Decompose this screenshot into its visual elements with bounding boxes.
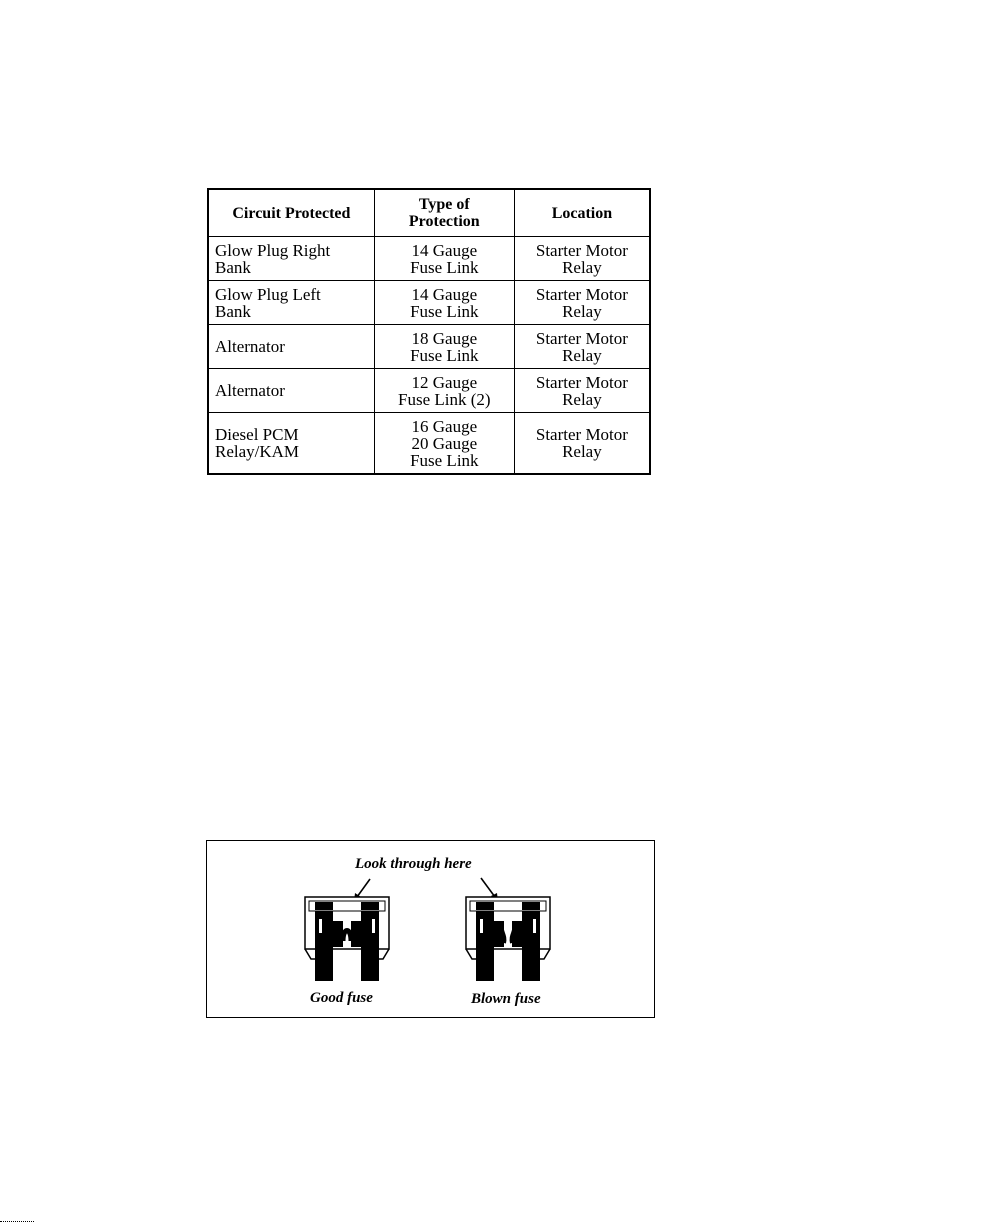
- cell-circuit: Alternator: [208, 369, 374, 413]
- fuse-illustration: [206, 840, 655, 1018]
- cell-circuit: Glow Plug Left Bank: [208, 281, 374, 325]
- cell-circuit: Alternator: [208, 325, 374, 369]
- table-row: [208, 237, 650, 281]
- look-through-here-label: Look through here: [355, 856, 472, 872]
- fuse-link-table: [207, 188, 651, 475]
- header-circuit-protected: Circuit Protected: [208, 189, 374, 237]
- blown-fuse-icon: [466, 897, 550, 981]
- cell-type: 14 Gauge Fuse Link: [374, 281, 514, 325]
- table-row: [208, 281, 650, 325]
- cell-location: Starter Motor Relay: [514, 413, 650, 475]
- table-row: [208, 325, 650, 369]
- cell-type: 14 Gauge Fuse Link: [374, 237, 514, 281]
- cell-type: 12 Gauge Fuse Link (2): [374, 369, 514, 413]
- cell-location: Starter Motor Relay: [514, 369, 650, 413]
- good-fuse-label: Good fuse: [310, 990, 373, 1006]
- cell-location: Starter Motor Relay: [514, 281, 650, 325]
- blown-fuse-label: Blown fuse: [471, 991, 541, 1007]
- header-type-of-protection: Type of Protection: [374, 189, 514, 237]
- cell-location: Starter Motor Relay: [514, 237, 650, 281]
- cell-circuit: Diesel PCM Relay/KAM: [208, 413, 374, 475]
- cell-type: 18 Gauge Fuse Link: [374, 325, 514, 369]
- page-edge-rule: [0, 1221, 34, 1222]
- header-location: Location: [514, 189, 650, 237]
- cell-circuit: Glow Plug Right Bank: [208, 237, 374, 281]
- good-fuse-icon: [305, 897, 389, 981]
- cell-location: Starter Motor Relay: [514, 325, 650, 369]
- table-header-row: [208, 189, 650, 237]
- table-row: [208, 369, 650, 413]
- cell-type: 16 Gauge 20 Gauge Fuse Link: [374, 413, 514, 475]
- table-row: [208, 413, 650, 475]
